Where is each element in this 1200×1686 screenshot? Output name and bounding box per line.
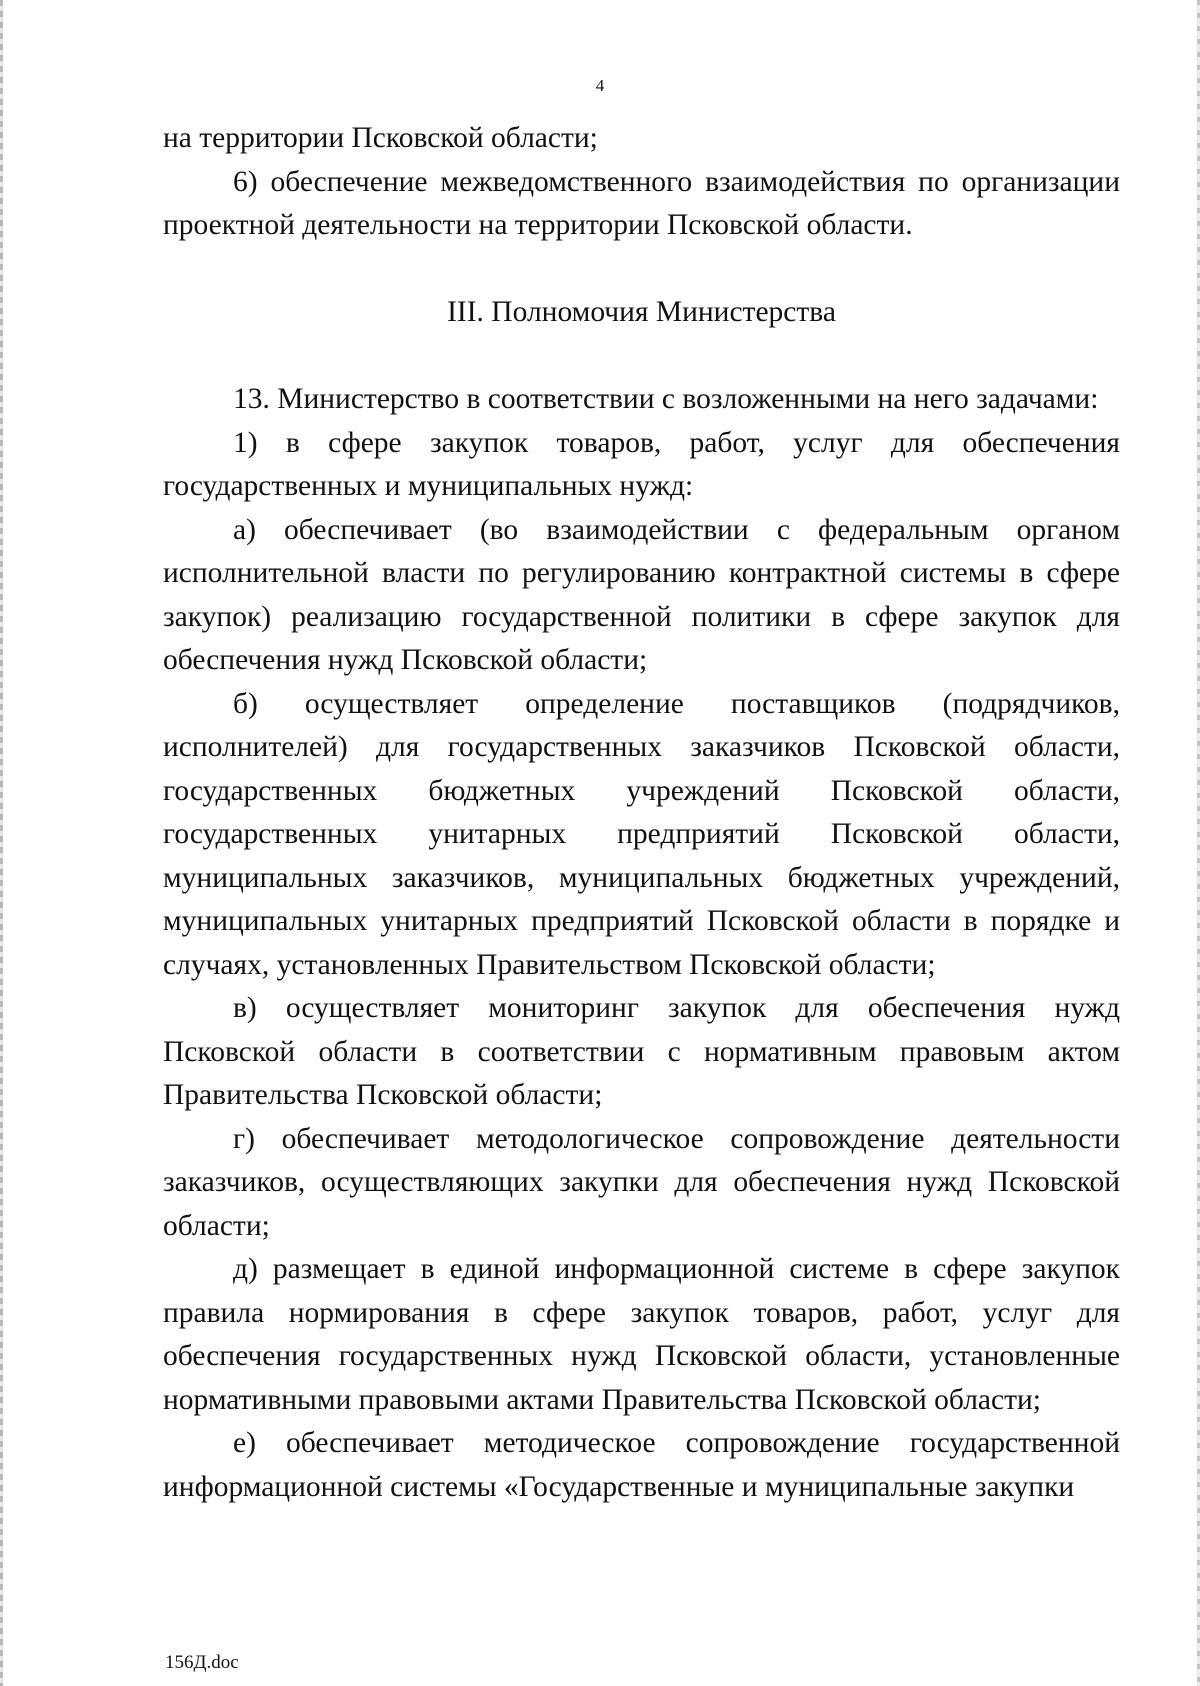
- paragraph-clause-13: 13. Министерство в соответствии с возложенными на него задачами:: [233, 383, 1099, 415]
- blank-line: [163, 335, 1120, 379]
- paragraph-item-v: в) осуществляет мониторинг закупок для обеспечения нужд Псковской области в соответствии с нормативным правовым актом Правительства Псковской области;: [163, 992, 1120, 1111]
- paragraph-item-a: а) обеспечивает (во взаимодействии с федеральным органом исполнительной власти по регулированию контрактной системы в сфере закупок) реализацию государственной политики в сфере закупок для обеспечения нужд Псковской области;: [163, 513, 1120, 676]
- paragraph-item-b: б) осуществляет определение поставщиков (подрядчиков, исполнителей) для государственных заказчиков Псковской области, государственных бюджетных учреждений Псковской области, государственных унитарных предприятий Псковской области, муниципальных заказчиков, муниципальных бюджетных учреждений, муниципальных унитарных предприятий Псковской области в порядке и случаях, установленных Правительством Псковской области;: [163, 687, 1120, 981]
- paragraph-item-e: е) обеспечивает методическое сопровождение государственной информационной системы «Государственные и муниципальные закупки: [163, 1427, 1120, 1503]
- paragraph-continuation: на территории Псковской области;: [163, 122, 598, 154]
- footer-filename: 156Д.doc: [165, 1652, 239, 1673]
- paragraph-subclause-1: 1) в сфере закупок товаров, работ, услуг для обеспечения государственных и муниципальных нужд:: [163, 426, 1120, 502]
- scan-edge-left: [0, 0, 3, 1686]
- paragraph-item-g: г) обеспечивает методологическое сопровождение деятельности заказчиков, осуществляющих закупки для обеспечения нужд Псковской области;: [163, 1122, 1120, 1242]
- paragraph-item-6: 6) обеспечение межведомственного взаимодействия по организации проектной деятельности на территории Псковской области.: [163, 165, 1120, 241]
- section-heading: III. Полномочия Министерства: [447, 296, 836, 328]
- paragraph-item-d: д) размещает в единой информационной системе в сфере закупок правила нормирования в сфере закупок товаров, работ, услуг для обеспечения государственных нужд Псковской области, установленные нормативными правовыми актами Правительства Псковской области;: [163, 1253, 1120, 1416]
- page-number: 4: [595, 76, 605, 95]
- blank-line: [163, 248, 1120, 292]
- document-body: [163, 117, 1120, 1509]
